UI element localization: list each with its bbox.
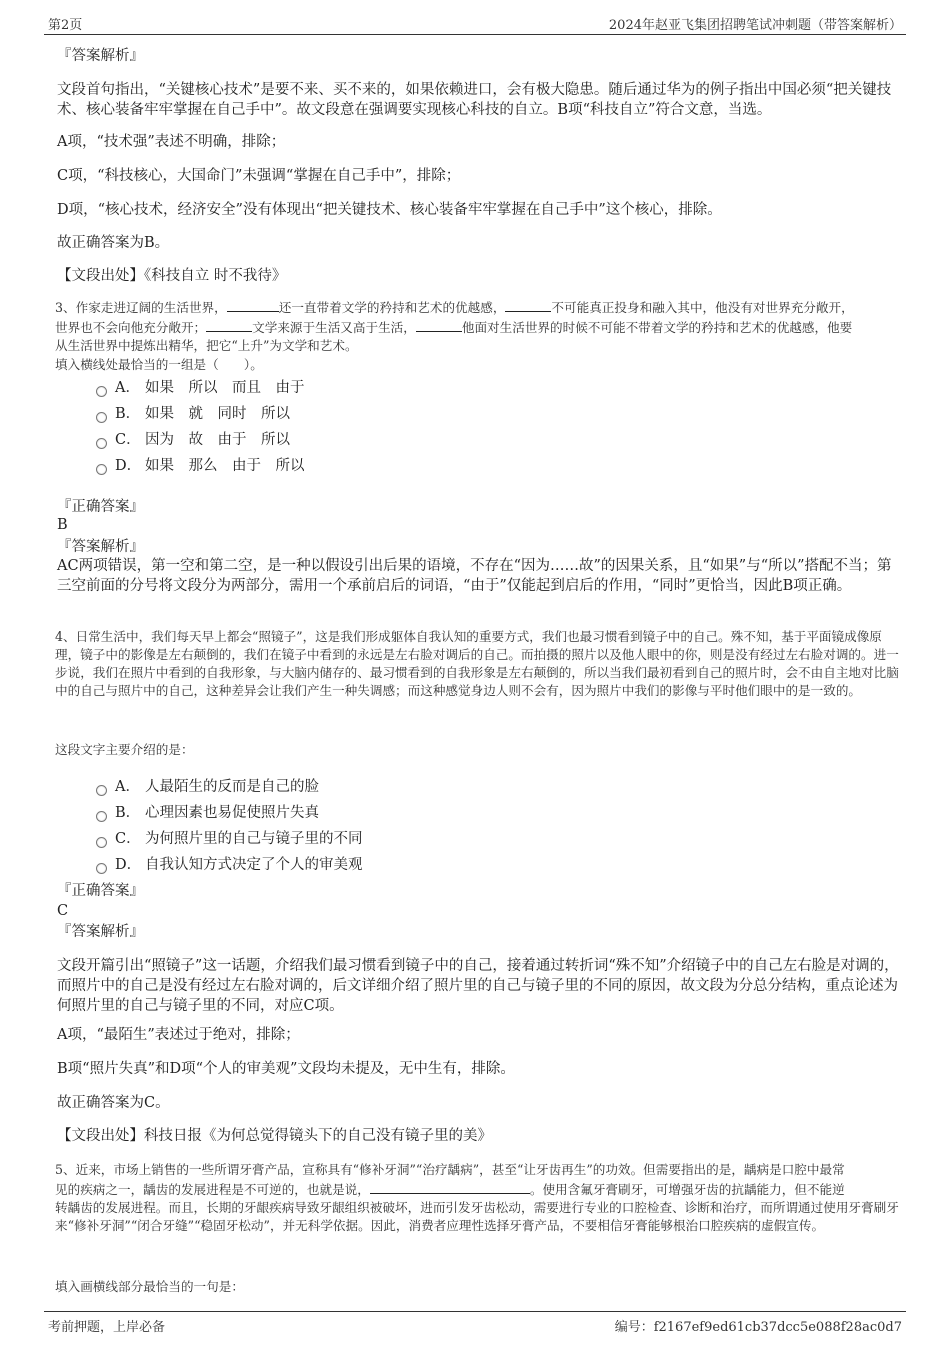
radio-icon[interactable] <box>96 785 107 796</box>
q3-analysis-label: 『答案解析』 <box>57 539 144 555</box>
q2-analysis-text: 文段首句指出，“关键核心技术”是要不来、买不来的，如果依赖进口，会有极大隐患。随后通过华为的例子指出中国必须“把关键技术、核心装备牢牢掌握在自己手中”。故文段意在强调要实现核心科技的自立。B项“科技自立”符合文意，当选。 <box>57 82 892 118</box>
q2-option-c-note: C项，“科技核心，大国命门”未强调“掌握在自己手中”，排除； <box>57 168 461 184</box>
q3-option-c[interactable]: C． 因为 故 由于 所以 <box>96 429 796 451</box>
q4-option-c[interactable]: C． 为何照片里的自己与镜子里的不同 <box>96 828 796 850</box>
q3-option-a[interactable]: A． 如果 所以 而且 由于 <box>96 377 796 399</box>
q4-answer: C <box>57 903 69 919</box>
q3-option-b[interactable]: B． 如果 就 同时 所以 <box>96 403 796 425</box>
q4-option-a[interactable]: A． 人最陌生的反而是自己的脸 <box>96 776 796 798</box>
q4-passage: 4、日常生活中，我们每天早上都会“照镜子”，这是我们形成躯体自我认知的重要方式，我们也最习惯看到镜子中的自己。殊不知，基于平面镜成像原理，镜子中的影像是左右颠倒的，我们在镜子中看到的永远是左右脸对调后的自己。而拍摄的照片以及他人眼中的你，则是没有经过左右脸对调的。进一步说，我们在照片中看到的自我形象，与大脑内储存的、最习惯看到的自我形象是左右颠倒的，所以当我们最初看到自己的照片时，会不由自主地对比脑中的自己与照片中的自己，这种差异会让我们产生一种失调感；而这种感觉身边人则不会有，因为照片中我们的影像与平时他们眼中的是一致的。 <box>55 629 899 698</box>
q4-option-bd-note: B项“照片失真”和D项“个人的审美观”文段均未提及，无中生有，排除。 <box>57 1061 515 1077</box>
q3-analysis-text: AC两项错误，第一空和第二空，是一种以假设引出后果的语境，不存在“因为……故”的因果关系，且“如果”与“所以”搭配不当；第三空前面的分号将文段分为两部分，需用一个承前启后的词语，“由于”仅能起到启后的作用，“同时”更恰当，因此B项正确。 <box>57 558 892 594</box>
document-id: 编号：f2167ef9ed61cb37dcc5e088f28ac0d7 <box>614 1320 902 1335</box>
page-number: 第2页 <box>48 18 83 33</box>
page-header <box>44 10 906 35</box>
q2-option-a-note: A项，“技术强”表述不明确，排除； <box>57 134 286 150</box>
q4-analysis-label: 『答案解析』 <box>57 924 144 940</box>
radio-icon[interactable] <box>96 464 107 475</box>
radio-icon[interactable] <box>96 811 107 822</box>
q4-prompt: 这段文字主要介绍的是： <box>55 742 194 757</box>
q4-analysis-text: 文段开篇引出“照镜子”这一话题，介绍我们最习惯看到镜子中的自己，接着通过转折词“殊不知”介绍镜子中的自己左右脸是对调的，而照片中的自己是没有经过左右脸对调的，后文详细介绍了照片里的自己与镜子里的不同的原因，故文段为分总分结构，重点论述为何照片里的自己与镜子里的不同，对应C项。 <box>57 958 899 1014</box>
q4-conclusion: 故正确答案为C。 <box>57 1095 170 1111</box>
radio-icon[interactable] <box>96 412 107 423</box>
q2-analysis-label: 『答案解析』 <box>57 48 144 64</box>
document-title: 2024年赵亚飞集团招聘笔试冲刺题（带答案解析） <box>608 18 902 33</box>
q4-option-a-note: A项，“最陌生”表述过于绝对，排除； <box>57 1027 300 1043</box>
radio-icon[interactable] <box>96 837 107 848</box>
q5-prompt: 填入画横线部分最恰当的一句是： <box>55 1279 244 1294</box>
q3-prompt: 填入横线处最恰当的一组是（ ）。 <box>55 357 263 372</box>
q4-option-b[interactable]: B． 心理因素也易促使照片失真 <box>96 802 796 824</box>
q3-answer-label: 『正确答案』 <box>57 499 144 515</box>
q3-option-d[interactable]: D． 如果 那么 由于 所以 <box>96 455 796 477</box>
q2-conclusion: 故正确答案为B。 <box>57 235 170 251</box>
q3-passage: 3、作家走进辽阔的生活世界， 还一直带着文学的矜持和艺术的优越感， 不可能真正投身和融入其中，他没有对世界充分敞开， 世界也不会向他充分敞开； 文学来源于生活又高于生活， 他面对生活世界的时候不可能不带着文学的矜持和艺术的优越感，他要 从生活世界中提炼出精华，把它“上升”为文学和艺术。 <box>55 297 901 355</box>
q4-source: 【文段出处】科技日报《为何总觉得镜头下的自己没有镜子里的美》 <box>57 1128 492 1144</box>
q4-answer-label: 『正确答案』 <box>57 883 144 899</box>
page-footer <box>44 1311 906 1338</box>
q2-source: 【文段出处】《科技自立 时不我待》 <box>57 268 287 284</box>
q5-passage: 5、近来，市场上销售的一些所谓牙膏产品，宣称具有“修补牙洞”“治疗龋病”，甚至“让牙齿再生”的功效。但需要指出的是，龋病是口腔中最常 见的疾病之一，龋齿的发展进程是不可逆的，也就是说， 。使用含氟牙膏刷牙，可增强牙齿的抗龋能力，但不能逆 转龋齿的发展进程。而且，长期的牙龈疾病导致牙龈组织被破坏，进而引发牙齿松动，需要进行专业的口腔检查、诊断和治疗，而所谓通过使用牙膏刷牙来“修补牙洞”“闭合牙缝”“稳固牙松动”，并无科学依据。因此，消费者应理性选择牙膏产品，不要相信牙膏能够根治口腔疾病的虚假宣传。 <box>55 1162 899 1233</box>
q3-answer: B <box>57 517 68 533</box>
radio-icon[interactable] <box>96 386 107 397</box>
footer-slogan: 考前押题，上岸必备 <box>48 1320 166 1335</box>
radio-icon[interactable] <box>96 863 107 874</box>
q4-option-d[interactable]: D． 自我认知方式决定了个人的审美观 <box>96 854 796 876</box>
q2-option-d-note: D项，“核心技术，经济安全”没有体现出“把关键技术、核心装备牢牢掌握在自己手中”这个核心，排除。 <box>57 202 722 218</box>
radio-icon[interactable] <box>96 438 107 449</box>
